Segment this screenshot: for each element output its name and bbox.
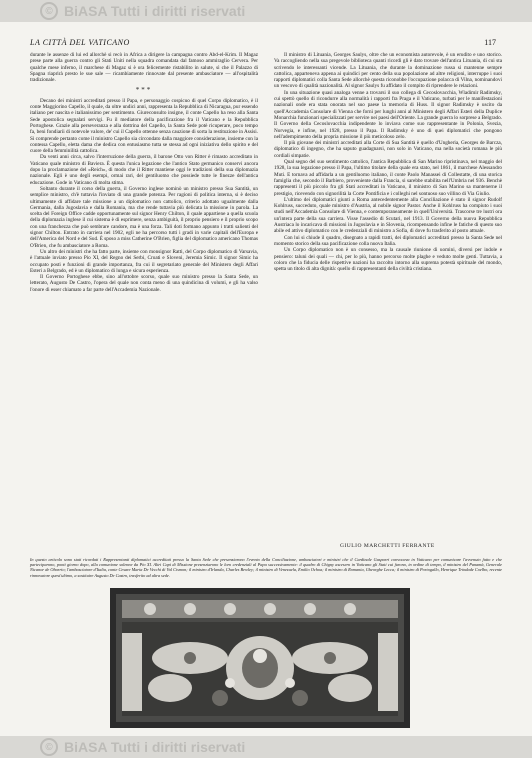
paragraph: Un altro dei ministri che ha fatto parte, insieme con monsignor Ratti, del Corpo diplomatico di Varsavia, è l'attuale inviato presso Pio XI, del Regno dei Serbi, Croati e Sloveni, Jeremia Simic. Il signor Simic ha occupato posti e funzioni di grande importanza, fra cui il segretariato generale del Ministero degli Affari Esteri a Belgrado, ed è un diplomatico di lunga e sicura esperienza. bbox=[30, 248, 258, 274]
running-title: LA CITTÀ DEL VATICANO bbox=[30, 38, 130, 47]
ornamental-relief-icon bbox=[110, 588, 410, 728]
left-column bbox=[30, 52, 258, 293]
paragraph: Il più giovane dei ministri accreditati alla Corte di Sua Santità è quello d'Ungheria, Georges de Barcza, diplomatico di ingegno, che ha saputo guadagnarsi, non solo in Vaticano, ma nella società romana le più cordiali simpatie. bbox=[274, 140, 502, 159]
paragraph: Con lui si chiude il quadro, disegnato a rapidi tratti, dei diplomatici accreditati presso la Santa Sede nel momento storico della sua pacificazione colla nuova Italia. bbox=[274, 234, 502, 247]
copyright-icon: © bbox=[40, 738, 58, 756]
paragraph: Qual segno del suo sentimento cattolico, l'antica Repubblica di San Marino ripristinava, nel maggio del 1928, la sua legazione presso il Papa, l'ultimo titolare della quale era stato, nel 1861, il marchese Alessandro Muti. E tornava ad affidarla a un gentiluomo italiano, il conte Paolo Manassei di Collestatte, di una storica famiglia che, secondo il Barbiero, proveniente dalla Francia, si sarebbe stabilita nell'Umbria nel 936. Benchè rappresenti il più piccolo fra gli Stati accreditati in Vaticano, il ministro di San Marino sa mantenerne il prestigio, ricevendo con signorilità la Corte Pontificia e i colleghi nel sontuoso suo villino di Via Giulio. bbox=[274, 159, 502, 197]
author-signature: GIULIO MARCHETTI FERRANTE bbox=[340, 543, 435, 549]
watermark-banner-bottom bbox=[0, 736, 532, 758]
watermark-banner-top bbox=[0, 0, 532, 22]
section-separator: *** bbox=[135, 86, 153, 95]
watermark-text: BiASA Tutti i diritti riservati bbox=[64, 3, 246, 19]
paragraph: Un Corpo diplomatico non è un consesso, ma la causale riunione di uomini, diversi per indole e pensiero: taluni dei quali — chi, per lo più, hanno percorso molte plaghe e veduto molte genti. Tuttavia, a coloro che la fiducia delle rispettive nazioni ha raccolto intorno alla suprema potestà spirituale del mondo, spetta un titolo di alta dignità: quello di rappresentanti della civiltà cristiana. bbox=[274, 247, 502, 273]
paragraph: L'ultimo dei diplomatici giunti a Roma antecedentemente alla Conciliazione è stato il signor Rudolf Kohlruss, succeduto, quale ministro d'Austria, al nobile signor Pastor. Anche il Kohlruss ha compiuto i suoi studi nell'Accademia Consolare di Vienna, e contemporaneamente in quell'Università. Trascorse tre lustri ora un'intera parte della sua carriera. Visse l'assedio di Scutari, nel 1913. Il Governo della nuova Repubblica Austriaca lo incaricava di missioni in Jugoslavia e in Slovenia, ricompensando infine le fatiche di questo suo abile ed attivo diplomatico con le credenziali di ministro a Sofia, di dove fu trasferito al posto attuale. bbox=[274, 196, 502, 235]
paragraph: Da venti anni circa, salvo l'interruzione della guerra, il barone Otto von Ritter è rimasto accreditato in Vaticano quale ministro di Baviera. È questa l'unica legazione che l'antico Stato germanico conservi ancora dopo la proclamazione del «Reich», di modo che il Ritter mantiene oggi le tradizioni della sua diplomazia nazionale. Egli è uno degli esempi, ormai rari, del gentiluomo che possiede tutte le finezze dell'antica educazione. Gode in Vaticano di molta stima. bbox=[30, 154, 258, 186]
paragraph: Soltanto durante il corso della guerra, il Governo inglese nominò un ministro presso Sua Santità, un semplice ministro, ch'è tuttavia l'inviato di una grande potenza. Per ragioni di politica interna, si è deciso ultimamente di affidare tale missione a un diplomatico non cattolico, criterio adottato ugualmente dalla Germania, dalla Jugoslavia e dalla Romania, ma che rende tuttavia più delicata la missione in parola. La scelta del Foreign Office cadde opportunamente sul signor Henry Chilton, il quale appartiene a quella scuola della diplomazia inglese il cui sistema è di esprimere, senza ambiguità, il proprio pensiero e il proprio scopo con una franchezza che può sembrare candore, ma è una forza. Tali doti formano appunto i tratti salienti del signor Chilton. Entrato in carriera nel 1902, egli ne ha percorso tutti i gradi in varie capitali dell'Europa e dell'America del Nord e del Sud. È sposo a miss Catherine O'Brien, figlia del diplomatico americano Thomas O'Brien, che fu ambasciatore a Roma. bbox=[30, 185, 258, 249]
right-column bbox=[274, 52, 502, 272]
paragraph: In una situazione quasi analoga venne a trovarsi il suo collega di Cecoslovacchia, Wladimir Radimsky, cui spettò quello di ricondurre alla normalità i rapporti fra Praga e il Vaticano, turbati per le manifestazioni nazionali onde era stata onorata nel suo paese la memoria di Huss. Il signor Radimsky è uscito da quell'Accademia Consolare di Vienna che fornì per lunghi anni al Ministero degli Affari Esteri della Duplice Monarchia funzionari specializzati per servire nei paesi dell'Oriente. La grande guerra lo sorprese a Belgrado. Il Governo della Cecoslovacchia indipendente lo inviava come suo rappresentante in Polonia, Svezia, Norvegia, e infine, nel 1928, presso il Papa. Il Radimsky è uno di quei diplomatici che pongono nell'adempimento della propria missione il più meticoloso zelo. bbox=[274, 89, 502, 140]
copyright-icon: © bbox=[40, 2, 58, 20]
paragraph: Il Governo Portoghese ebbe, sino all'ottobre scorso, quale suo ministro presso la Santa Sede, un letterato, Augusto De Castro, l'opera del quale non conta meno di una quindicina di volumi, e gli ha valso l'onore di esser chiamato a far parte dell'Accademia Nazionale. bbox=[30, 274, 258, 293]
page-number: 117 bbox=[484, 38, 496, 47]
watermark-text: BiASA Tutti i diritti riservati bbox=[64, 739, 246, 755]
paragraph: Il ministro di Lituania, Georges Saulys, oltre che un economista autorevole, è un erudito e uno storico. Va raccogliendo nella sua pregevole biblioteca quanti ricordi gli è dato trovare dell'antica Lituania, di cui sta scrivendo le interessanti vicende. La Lituania, che durante la dominazione russa si mantenne sempre cattolica, apparteneva appena ai quindici per cento della sua popolazione ad altre religioni, interruppe i suoi rapporti diplomatici colla Santa Sede allorchè questa riconobbe l'occupazione polacca di Vilna, nominandovi un vescovo di qualità nazionalità. Al signor Saulys fu affidato il compito di riprendere le relazioni. bbox=[274, 52, 502, 90]
paragraph: Decano dei ministri accreditati presso il Papa, e personaggio cospicuo di quel Corpo diplomatico, è il conte Maggiorino Capello, il quale, da oltre undici anni, rappresenta la Repubblica di Nicaragua, pur essendo italiano per nascita e italianissimo per sentimento. Giureconsulto insigne, il conte Capello ha reso alla Santa Sede apostolica segnalati servigi. Fu il mediatore della pacificazione fra il Vaticano e la Repubblica Portoghese. Grazie alla perseveranza e alla dottrina del Capello, la Santa Sede potè ricuperare, poco tempo fa, beni fondiarii di notevole valore, de' cui il Capello ottenne senza cauzione di sorta la restituzione in Assisi. Si comprende pertanto come il ministro Capello sia circondato dalla maggiore considerazione, insieme con la contessa Capello, eletta dama che dedica con entusiasmo tutta se stessa ad ogni iniziativa dello spirito e del cuore della femminilità cattolica. bbox=[30, 97, 258, 155]
footnote-caption: In questo articolo sono stati ricordati i Rappresentanti diplomatici accreditati presso la Santa Sede che presenziarono l'evento della Conciliazione, ambasciatori e ministri che il Cardinale Gasparri convocava in Vaticano per comunicare l'avvenuto fatto e che parteciparono, ponti giorno dopo, alla comunione solenne da Pio XI. Altri Capi di Missione presenziarono le loro credenziali al Papa successivamente: il quadro di Chigny ascesero in Vaticano gli Stati cui furono, in ordine di tempo, il ministro del Panamà, Generale Nicanor de Obarrio; l'ambasciatore d'Italia, conte Cesare Maria De Vecchi di Val Cismon; il ministro d'Irlanda, Charles Bewley; il ministro di Venezuela, Emilio Ochoa; il ministro di Romania, Gheorghe Lecca; il ministro di Portogallo, Henrique Trindade Coelho, recente rinnovatore quest'ultimo, a sostituire Augusto De Castro, trasferito ad altra sede. bbox=[30, 557, 502, 578]
paragraph: durante le assenze di lui ed allorchè si recò in Africa a dirigere la campagna contro Abd-el-Krim. Il Magaz prese parte alla guerra contro gli Stati Uniti nella squadra comandata dal famoso ammiraglio Cervera. Per qualche mese inferno, il marchese di Magaz si è ora felicemente ristabilito in salute, sì che il Palazzo di Spagna riaprirà presto le sue sale — ricambiamente rinnovate dal presente ambasciatore — all'ospitalità tradizionale. bbox=[30, 52, 258, 84]
